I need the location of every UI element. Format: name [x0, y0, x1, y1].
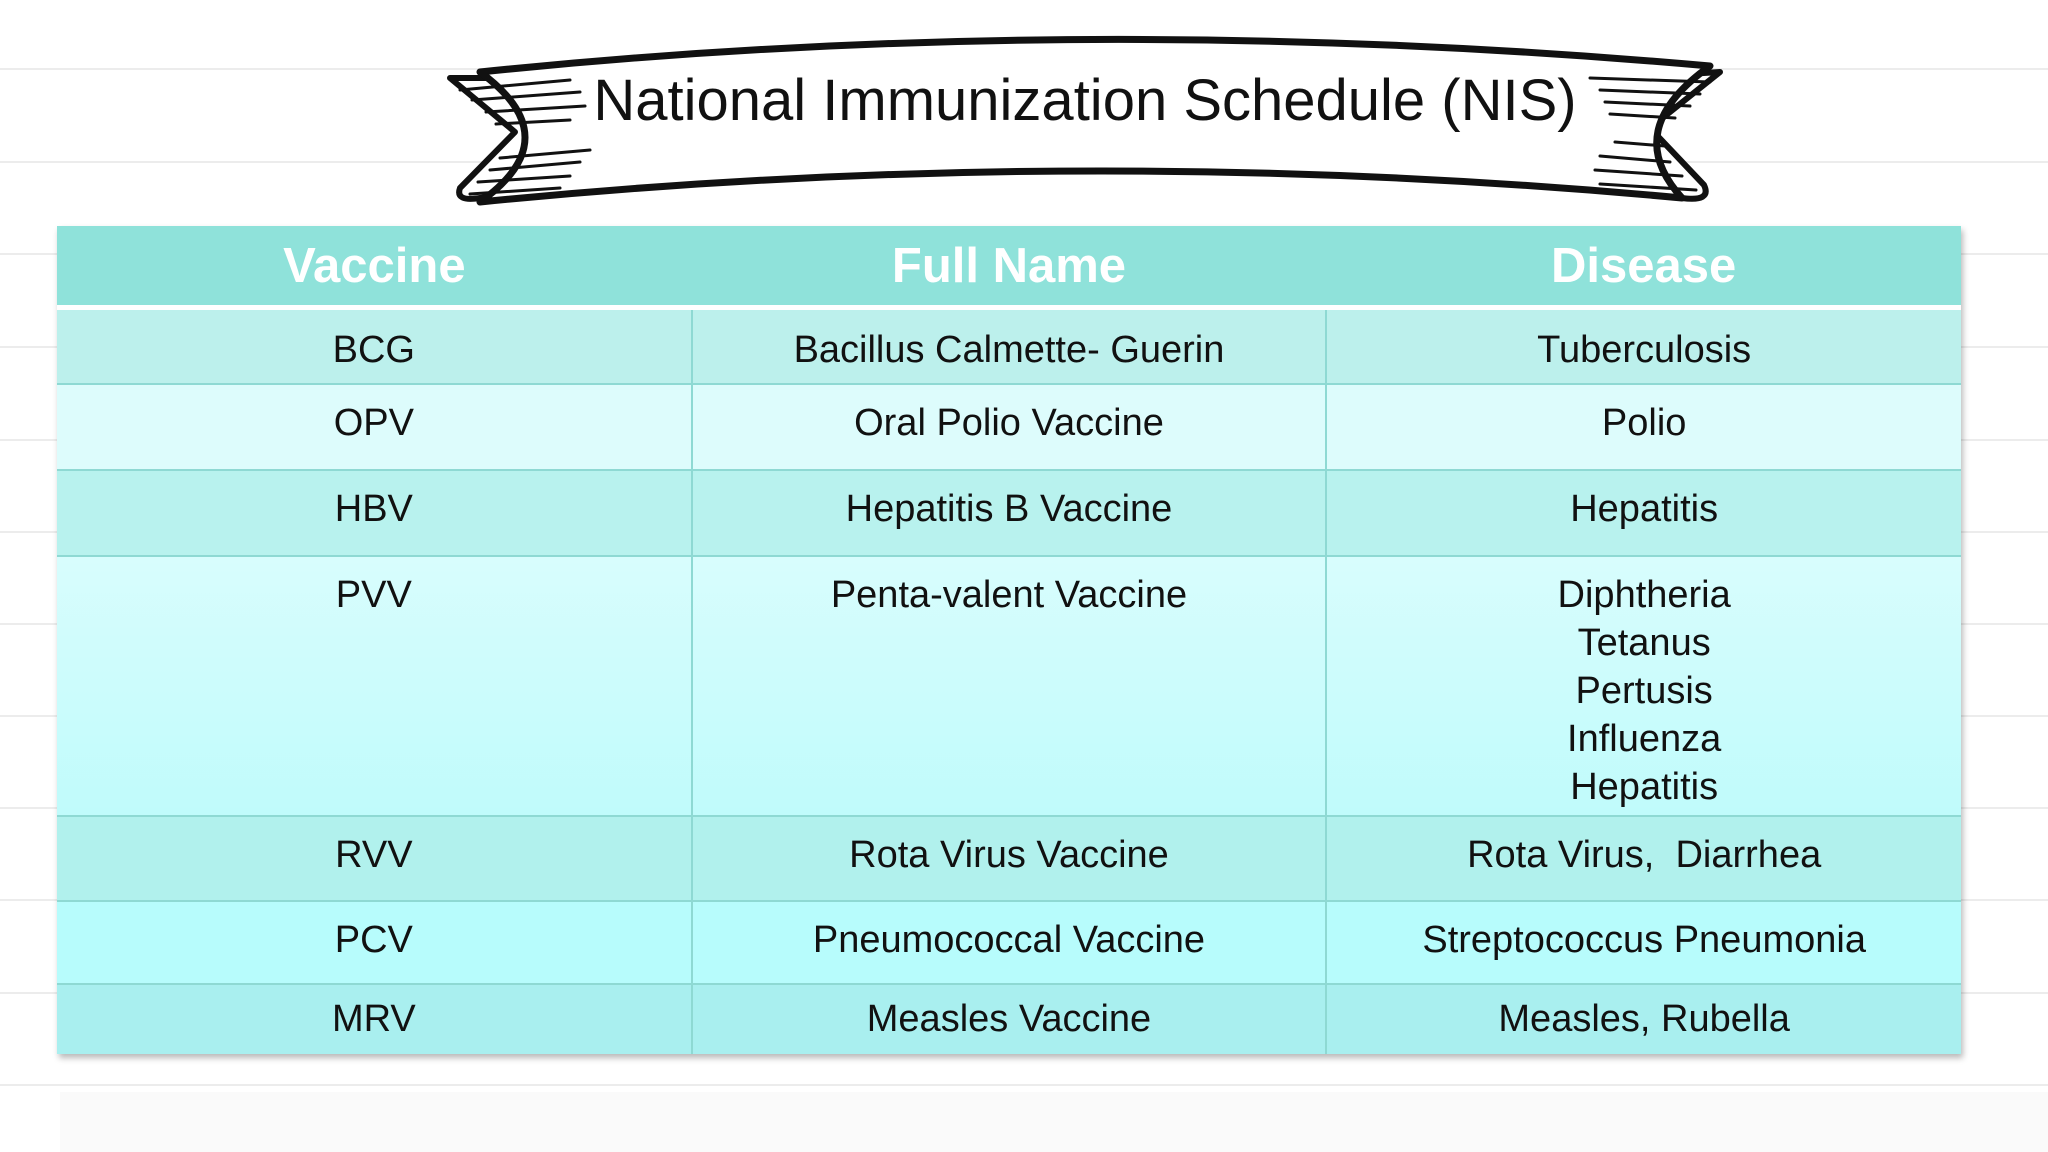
full-name-cell: Bacillus Calmette- Guerin	[692, 308, 1327, 384]
vaccine-cell: HBV	[57, 470, 692, 556]
disease-cell	[1326, 470, 1961, 556]
vaccine-cell: RVV	[57, 816, 692, 901]
disease-line: Rota Virus, Diarrhea	[1467, 834, 1822, 877]
full-name-cell: Oral Polio Vaccine	[692, 384, 1327, 470]
header-disease: Disease	[1326, 226, 1961, 308]
disease-line: Diphtheria	[1557, 574, 1731, 617]
table-row	[57, 308, 1961, 384]
vaccine-cell: BCG	[57, 308, 692, 384]
disease-line: Streptococcus Pneumonia	[1422, 919, 1866, 962]
disease-line: Hepatitis	[1570, 766, 1719, 809]
disease-cell	[1326, 308, 1961, 384]
bottom-strip	[60, 1092, 2048, 1152]
vaccine-cell: PCV	[57, 901, 692, 983]
table-row	[57, 984, 1961, 1054]
header-vaccine: Vaccine	[57, 226, 692, 308]
table-row	[57, 384, 1961, 470]
disease-line: Tuberculosis	[1537, 329, 1752, 371]
full-name-cell: Penta-valent Vaccine	[692, 556, 1327, 816]
title-banner	[420, 20, 1750, 220]
disease-line: Measles, Rubella	[1498, 997, 1790, 1040]
disease-line: Influenza	[1567, 718, 1722, 761]
disease-cell	[1326, 556, 1961, 816]
table-row	[57, 816, 1961, 901]
disease-line: Polio	[1601, 401, 1687, 444]
disease-line: Pertusis	[1575, 670, 1713, 713]
vaccine-cell: OPV	[57, 384, 692, 470]
header-full-name: Full Name	[692, 226, 1327, 308]
full-name-cell: Hepatitis B Vaccine	[692, 470, 1327, 556]
vaccine-table	[57, 226, 1961, 1054]
vaccine-cell: PVV	[57, 556, 692, 816]
full-name-cell: Rota Virus Vaccine	[692, 816, 1327, 901]
full-name-cell: Pneumococcal Vaccine	[692, 901, 1327, 983]
vaccine-cell: MRV	[57, 984, 692, 1054]
disease-cell	[1326, 901, 1961, 983]
table-row	[57, 901, 1961, 983]
disease-cell	[1326, 816, 1961, 901]
page-title: National Immunization Schedule (NIS)	[593, 68, 1577, 133]
table-row	[57, 470, 1961, 556]
full-name-cell: Measles Vaccine	[692, 984, 1327, 1054]
disease-cell	[1326, 984, 1961, 1054]
vaccine-table-container	[57, 226, 1961, 1054]
table-row	[57, 556, 1961, 816]
disease-line: Tetanus	[1577, 622, 1711, 665]
table-header-row	[57, 226, 1961, 308]
disease-cell	[1326, 384, 1961, 470]
disease-line: Hepatitis	[1570, 488, 1719, 531]
